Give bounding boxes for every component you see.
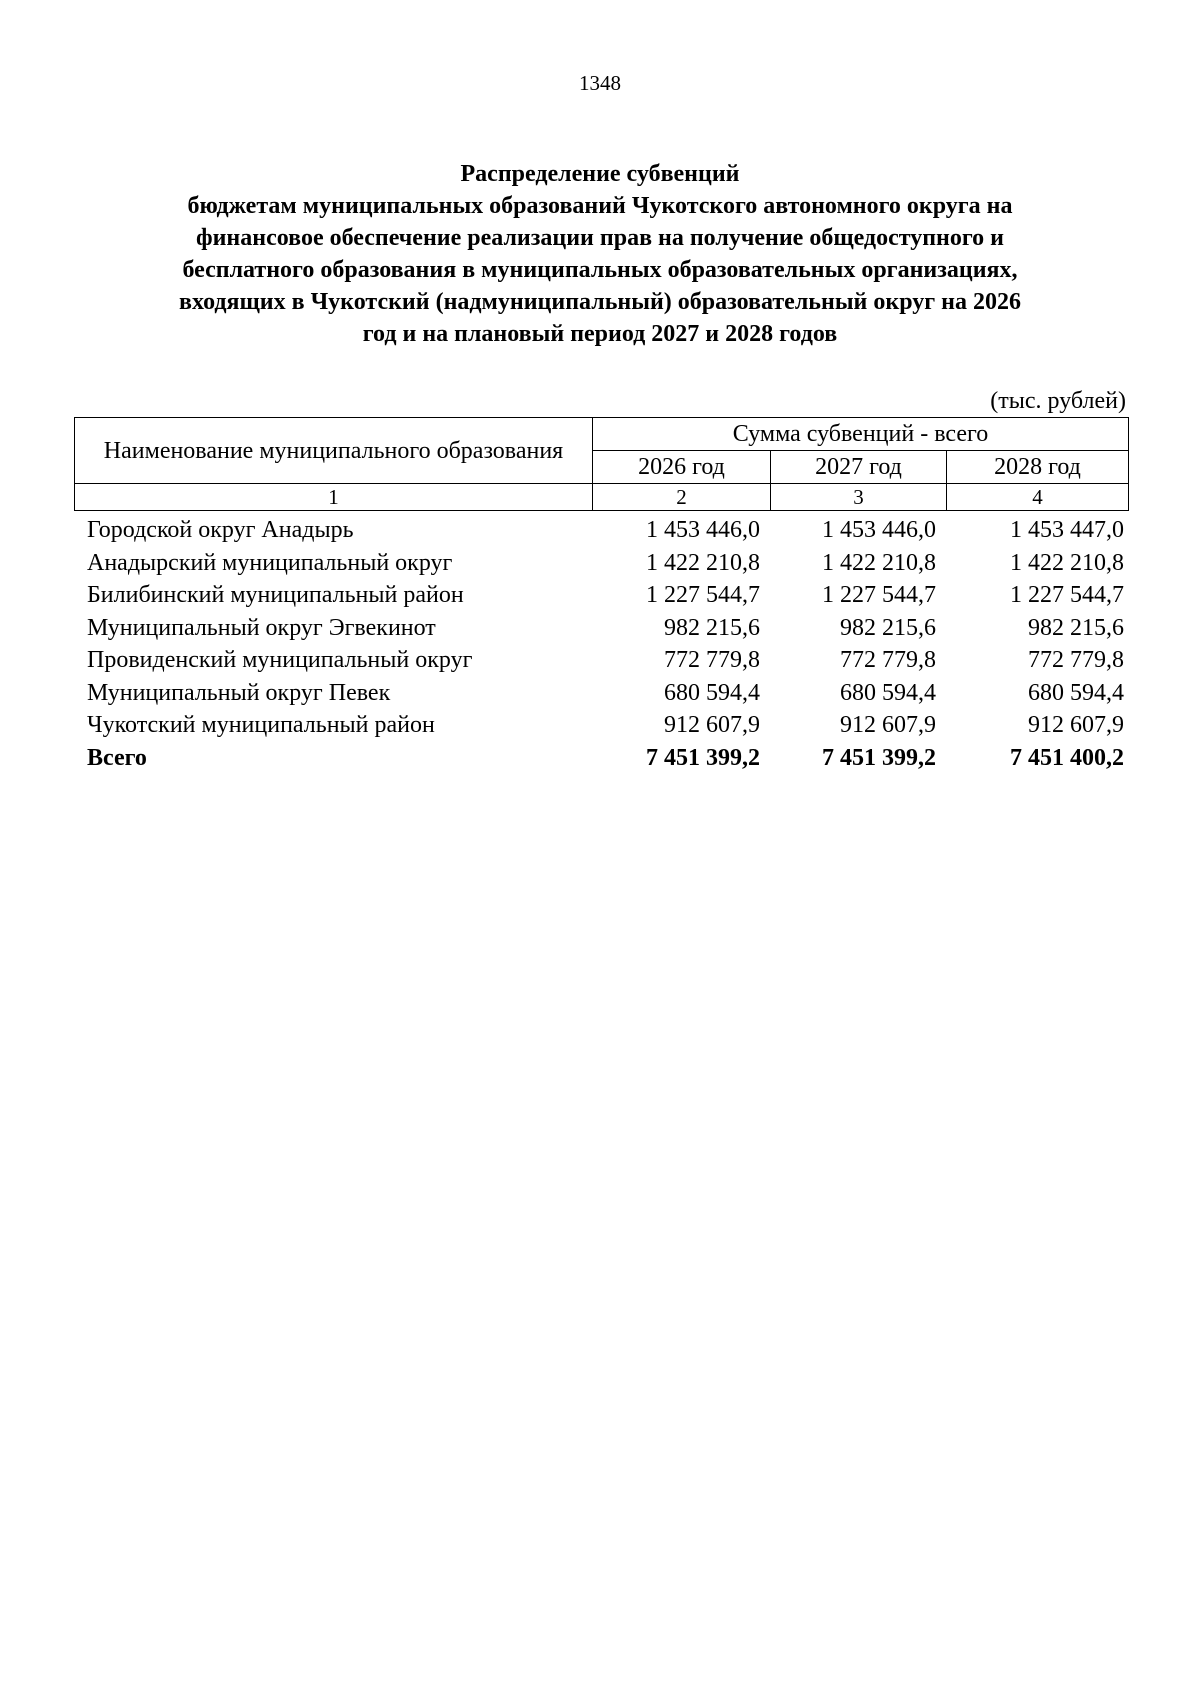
header-col-number: 2	[593, 484, 771, 511]
table-header	[74, 417, 1129, 511]
row-value-2026: 1 227 544,7	[646, 582, 760, 608]
row-value-2028: 1 227 544,7	[1010, 582, 1124, 608]
document-title	[90, 158, 1110, 350]
title-line: бесплатного образования в муниципальных образовательных организациях,	[182, 257, 1018, 283]
row-value-2028: 1 453 447,0	[1010, 517, 1124, 543]
row-name: Чукотский муниципальный район	[87, 712, 435, 738]
header-year-2028: 2028 год	[947, 451, 1129, 484]
row-value-2027: 772 779,8	[840, 647, 936, 673]
title-line: Распределение субвенций	[460, 161, 740, 187]
row-value-2026: 680 594,4	[664, 679, 760, 706]
header-year-2026: 2026 год	[593, 451, 771, 484]
row-value-2027: 1 453 446,0	[822, 517, 936, 543]
title-line: финансовое обеспечение реализации прав на получение общедоступного и	[196, 225, 1004, 251]
header-col-number: 4	[947, 484, 1129, 511]
header-year-2027: 2027 год	[771, 451, 947, 484]
row-name: Городской округ Анадырь	[87, 517, 354, 543]
row-value-2028: 772 779,8	[1028, 647, 1124, 673]
title-line: бюджетам муниципальных образований Чукотского автономного округа на	[187, 193, 1013, 219]
row-value-2026: 982 215,6	[664, 614, 760, 641]
table-row	[74, 644, 1128, 677]
row-name: Анадырский муниципальный округ	[87, 549, 453, 576]
table-row	[74, 612, 1128, 645]
header-sum-group: Сумма субвенций - всего	[593, 418, 1129, 451]
row-value-2026: 912 607,9	[664, 712, 760, 738]
total-label: Всего	[87, 744, 147, 771]
table-total-row	[74, 742, 1128, 775]
row-value-2026: 772 779,8	[664, 647, 760, 673]
row-value-2027: 1 422 210,8	[822, 549, 936, 576]
page-number: 1348	[579, 71, 621, 95]
table-row	[74, 514, 1128, 547]
title-line: входящих в Чукотский (надмуниципальный) образовательный округ на 2026	[179, 289, 1021, 315]
row-value-2027: 912 607,9	[840, 712, 936, 738]
row-value-2028: 982 215,6	[1028, 614, 1124, 641]
table-row	[74, 677, 1128, 710]
header-municipality-name: Наименование муниципального образования	[75, 418, 593, 484]
table-body	[74, 514, 1128, 774]
row-value-2026: 1 453 446,0	[646, 517, 760, 543]
header-col-number: 1	[75, 484, 593, 511]
row-value-2027: 680 594,4	[840, 679, 936, 706]
row-value-2027: 1 227 544,7	[822, 582, 936, 608]
row-value-2027: 982 215,6	[840, 614, 936, 641]
row-name: Провиденский муниципальный округ	[87, 647, 473, 673]
table-row	[74, 579, 1128, 612]
total-value-2027: 7 451 399,2	[822, 744, 936, 771]
row-name: Муниципальный округ Певек	[87, 679, 391, 706]
total-value-2028: 7 451 400,2	[1010, 744, 1124, 771]
row-name: Билибинский муниципальный район	[87, 582, 464, 608]
total-value-2026: 7 451 399,2	[646, 744, 760, 771]
row-value-2028: 680 594,4	[1028, 679, 1124, 706]
row-value-2028: 1 422 210,8	[1010, 549, 1124, 576]
table-row	[74, 547, 1128, 580]
row-value-2028: 912 607,9	[1028, 712, 1124, 738]
header-col-number: 3	[771, 484, 947, 511]
row-value-2026: 1 422 210,8	[646, 549, 760, 576]
table-row	[74, 709, 1128, 742]
title-line: год и на плановый период 2027 и 2028 годов	[362, 321, 838, 347]
row-name: Муниципальный округ Эгвекинот	[87, 614, 436, 641]
units-label: (тыс. рублей)	[990, 388, 1126, 414]
